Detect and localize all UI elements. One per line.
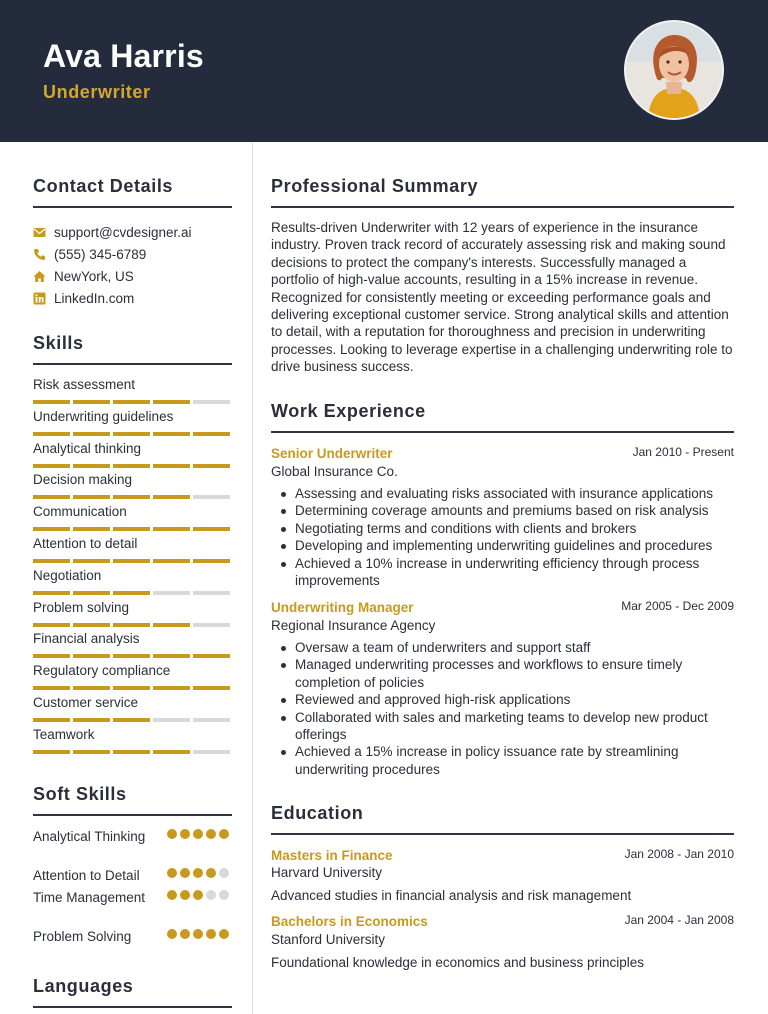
job-bullet: Reviewed and approved high-risk applications bbox=[295, 691, 734, 708]
rating-dot bbox=[167, 890, 177, 900]
rating-dot bbox=[167, 868, 177, 878]
rating-dot bbox=[219, 929, 229, 939]
skills-heading: Skills bbox=[33, 333, 84, 353]
rating-dot bbox=[167, 929, 177, 939]
job-company: Global Insurance Co. bbox=[271, 464, 398, 479]
skill-level-segment bbox=[73, 591, 110, 595]
rating-dot bbox=[206, 868, 216, 878]
skill-level-segment bbox=[153, 718, 190, 722]
skill-level-segment bbox=[113, 527, 150, 531]
summary-rule bbox=[271, 206, 734, 208]
experience-heading: Work Experience bbox=[271, 401, 426, 421]
soft-skill-label: Problem Solving bbox=[33, 929, 132, 944]
skill-level-segment bbox=[73, 623, 110, 627]
summary-section bbox=[271, 176, 734, 376]
skill-label: Teamwork bbox=[33, 726, 95, 742]
skill-level-segment bbox=[113, 623, 150, 627]
skill-level-segment bbox=[33, 559, 70, 563]
summary-heading: Professional Summary bbox=[271, 176, 479, 196]
skill-level-segment bbox=[153, 591, 190, 595]
skill-row bbox=[33, 568, 232, 598]
job-title: Senior Underwriter bbox=[271, 446, 393, 461]
skill-level-bar bbox=[33, 623, 232, 627]
linkedin-text: LinkedIn.com bbox=[54, 291, 135, 306]
rating-dot bbox=[193, 890, 203, 900]
rating-dot bbox=[180, 890, 190, 900]
skill-row bbox=[33, 536, 232, 566]
skill-level-bar bbox=[33, 750, 232, 754]
skill-level-segment bbox=[113, 432, 150, 436]
skill-level-bar bbox=[33, 591, 232, 595]
home-icon bbox=[33, 270, 46, 283]
skill-level-segment bbox=[33, 750, 70, 754]
skill-level-segment bbox=[153, 654, 190, 658]
skill-level-segment bbox=[73, 495, 110, 499]
skill-level-bar bbox=[33, 718, 232, 722]
experience-section bbox=[271, 401, 734, 791]
skill-row bbox=[33, 727, 232, 757]
skill-level-bar bbox=[33, 559, 232, 563]
soft-skills-heading: Soft Skills bbox=[33, 784, 127, 804]
skill-level-bar bbox=[33, 432, 232, 436]
skill-level-segment bbox=[73, 718, 110, 722]
skill-level-bar bbox=[33, 686, 232, 690]
job-dates: Mar 2005 - Dec 2009 bbox=[621, 599, 734, 613]
skill-level-segment bbox=[153, 432, 190, 436]
skill-label: Underwriting guidelines bbox=[33, 408, 174, 424]
skill-label: Risk assessment bbox=[33, 377, 136, 392]
languages-rule bbox=[33, 1006, 232, 1008]
skill-level-segment bbox=[153, 623, 190, 627]
experience-rule bbox=[271, 431, 734, 433]
skill-level-segment bbox=[113, 495, 150, 499]
rating-dot bbox=[180, 929, 190, 939]
education-section bbox=[271, 803, 734, 983]
skill-label: Communication bbox=[33, 504, 127, 520]
rating-dot bbox=[219, 868, 229, 878]
soft-skills-section bbox=[33, 784, 232, 944]
skill-level-segment bbox=[193, 464, 230, 468]
skill-level-segment bbox=[33, 654, 70, 658]
job-bullet: Developing and implementing underwriting guidelines and procedures bbox=[295, 537, 734, 554]
rating-dot bbox=[193, 868, 203, 878]
skill-label: Financial analysis bbox=[33, 631, 140, 647]
skill-level-segment bbox=[33, 718, 70, 722]
skill-row bbox=[33, 441, 232, 471]
degree-dates: Jan 2008 - Jan 2010 bbox=[624, 847, 734, 861]
job-bullet: Oversaw a team of underwriters and support staff bbox=[295, 639, 734, 656]
skill-label: Attention to detail bbox=[33, 536, 138, 551]
summary-text: Results-driven Underwriter with 12 years of experience in the insurance industry. Proven track record of accurately assessing risk and making sound decisions to protect the company's interests. Successfully managed a portfolio of high-value accounts, resulting in a 15% increase in revenue. Recognized for consistently meeting or exceeding performance goals and delivering exceptional customer service. Strong analytical skills and attention to detail, with a reputation for thoroughness and precision in underwriting processes. Looking to leverage expertise in a challenging underwriting role to drive business success. bbox=[271, 220, 733, 375]
job-bullet: Achieved a 15% increase in policy issuance rate by streamlining underwriting procedures bbox=[295, 743, 734, 778]
skill-level-segment bbox=[113, 400, 150, 404]
school-name: Harvard University bbox=[271, 865, 383, 880]
job-title: Underwriting Manager bbox=[271, 600, 414, 615]
skill-row bbox=[33, 409, 232, 439]
rating-dot bbox=[193, 929, 203, 939]
skill-level-segment bbox=[193, 559, 230, 563]
phone-text: (555) 345-6789 bbox=[54, 247, 147, 262]
skill-level-segment bbox=[193, 400, 230, 404]
skill-level-segment bbox=[33, 400, 70, 404]
job-bullet: Determining coverage amounts and premiums based on risk analysis bbox=[295, 502, 734, 519]
skill-level-segment bbox=[33, 686, 70, 690]
skill-level-segment bbox=[73, 750, 110, 754]
job-bullet: Negotiating terms and conditions with clients and brokers bbox=[295, 520, 734, 537]
profile-photo bbox=[624, 20, 724, 120]
skill-level-segment bbox=[73, 432, 110, 436]
skill-level-segment bbox=[113, 559, 150, 563]
skill-level-segment bbox=[113, 686, 150, 690]
soft-skill-label: Attention to Detail bbox=[33, 868, 140, 883]
candidate-title: Underwriter bbox=[43, 82, 151, 102]
skill-level-segment bbox=[193, 495, 230, 499]
skill-level-bar bbox=[33, 464, 232, 468]
contact-rule bbox=[33, 206, 232, 208]
skill-level-segment bbox=[153, 750, 190, 754]
skill-level-bar bbox=[33, 527, 232, 531]
skill-level-segment bbox=[73, 464, 110, 468]
skill-level-segment bbox=[193, 432, 230, 436]
skill-level-segment bbox=[193, 623, 230, 627]
soft-skill-label: Analytical Thinking bbox=[33, 829, 146, 844]
rating-dot bbox=[180, 829, 190, 839]
skill-label: Negotiation bbox=[33, 567, 102, 583]
rating-dot bbox=[219, 890, 229, 900]
skill-level-bar bbox=[33, 400, 232, 404]
skill-level-segment bbox=[73, 654, 110, 658]
degree-title: Masters in Finance bbox=[271, 848, 393, 863]
job-bullets bbox=[271, 485, 734, 589]
phone-icon bbox=[33, 248, 46, 261]
skill-level-segment bbox=[33, 464, 70, 468]
envelope-icon bbox=[33, 226, 46, 239]
linkedin-icon bbox=[33, 292, 46, 305]
skill-level-segment bbox=[113, 591, 150, 595]
degree-description: Foundational knowledge in economics and business principles bbox=[271, 955, 644, 970]
skill-level-segment bbox=[73, 527, 110, 531]
contact-section bbox=[33, 176, 232, 306]
skill-level-segment bbox=[153, 527, 190, 531]
skill-level-segment bbox=[153, 559, 190, 563]
skill-level-segment bbox=[153, 686, 190, 690]
skill-row bbox=[33, 663, 232, 693]
job-dates: Jan 2010 - Present bbox=[632, 445, 734, 459]
job-bullet: Managed underwriting processes and workflows to ensure timely completion of policies bbox=[295, 656, 734, 691]
skill-level-segment bbox=[73, 686, 110, 690]
job-company: Regional Insurance Agency bbox=[271, 618, 436, 633]
skill-level-segment bbox=[73, 400, 110, 404]
skill-level-segment bbox=[33, 591, 70, 595]
degree-description: Advanced studies in financial analysis and risk management bbox=[271, 888, 632, 903]
soft-skill-label: Time Management bbox=[33, 890, 146, 905]
rating-dot bbox=[180, 868, 190, 878]
degree-title: Bachelors in Economics bbox=[271, 914, 428, 929]
skill-label: Analytical thinking bbox=[33, 440, 142, 456]
column-divider bbox=[252, 142, 253, 1014]
skill-level-bar bbox=[33, 495, 232, 499]
skills-rule bbox=[33, 363, 232, 365]
skill-level-segment bbox=[33, 495, 70, 499]
skill-row bbox=[33, 504, 232, 534]
school-name: Stanford University bbox=[271, 932, 386, 947]
rating-dot bbox=[219, 829, 229, 839]
education-rule bbox=[271, 833, 734, 835]
resume-header bbox=[0, 0, 768, 142]
skill-level-segment bbox=[113, 464, 150, 468]
rating-dot bbox=[167, 829, 177, 839]
skill-level-segment bbox=[193, 527, 230, 531]
skill-level-segment bbox=[153, 495, 190, 499]
email-text: support@cvdesigner.ai bbox=[54, 225, 192, 240]
skill-label: Customer service bbox=[33, 695, 139, 710]
skills-section bbox=[33, 333, 232, 742]
soft-skills-rule bbox=[33, 814, 232, 816]
languages-heading: Languages bbox=[33, 976, 134, 996]
degree-dates: Jan 2004 - Jan 2008 bbox=[624, 913, 734, 927]
languages-section bbox=[33, 976, 232, 1008]
candidate-name: Ava Harris bbox=[43, 38, 204, 74]
skill-level-segment bbox=[33, 623, 70, 627]
education-heading: Education bbox=[271, 803, 364, 823]
skill-level-segment bbox=[193, 686, 230, 690]
skill-level-segment bbox=[193, 750, 230, 754]
skill-row bbox=[33, 377, 232, 407]
skill-row bbox=[33, 472, 232, 502]
skill-level-segment bbox=[113, 750, 150, 754]
skill-label: Regulatory compliance bbox=[33, 663, 171, 679]
skill-row bbox=[33, 695, 232, 725]
rating-dot bbox=[206, 929, 216, 939]
skill-level-segment bbox=[73, 559, 110, 563]
skill-level-segment bbox=[193, 718, 230, 722]
skill-label: Decision making bbox=[33, 472, 133, 488]
skill-level-segment bbox=[33, 432, 70, 436]
job-bullet: Assessing and evaluating risks associated with insurance applications bbox=[295, 485, 734, 502]
job-bullet: Collaborated with sales and marketing teams to develop new product offerings bbox=[295, 709, 734, 744]
skill-level-segment bbox=[193, 654, 230, 658]
job-bullet: Achieved a 10% increase in underwriting efficiency through process improvements bbox=[295, 555, 734, 590]
skill-label: Problem solving bbox=[33, 599, 130, 615]
skill-level-segment bbox=[33, 527, 70, 531]
skill-row bbox=[33, 600, 232, 630]
skill-row bbox=[33, 631, 232, 661]
rating-dot bbox=[193, 829, 203, 839]
skill-level-segment bbox=[113, 718, 150, 722]
rating-dot bbox=[206, 890, 216, 900]
skill-level-segment bbox=[193, 591, 230, 595]
skill-level-segment bbox=[113, 654, 150, 658]
skill-level-segment bbox=[153, 400, 190, 404]
skill-level-bar bbox=[33, 654, 232, 658]
job-bullets bbox=[271, 639, 734, 778]
rating-dot bbox=[206, 829, 216, 839]
contact-heading: Contact Details bbox=[33, 176, 174, 196]
skill-level-segment bbox=[153, 464, 190, 468]
location-text: NewYork, US bbox=[54, 269, 134, 284]
